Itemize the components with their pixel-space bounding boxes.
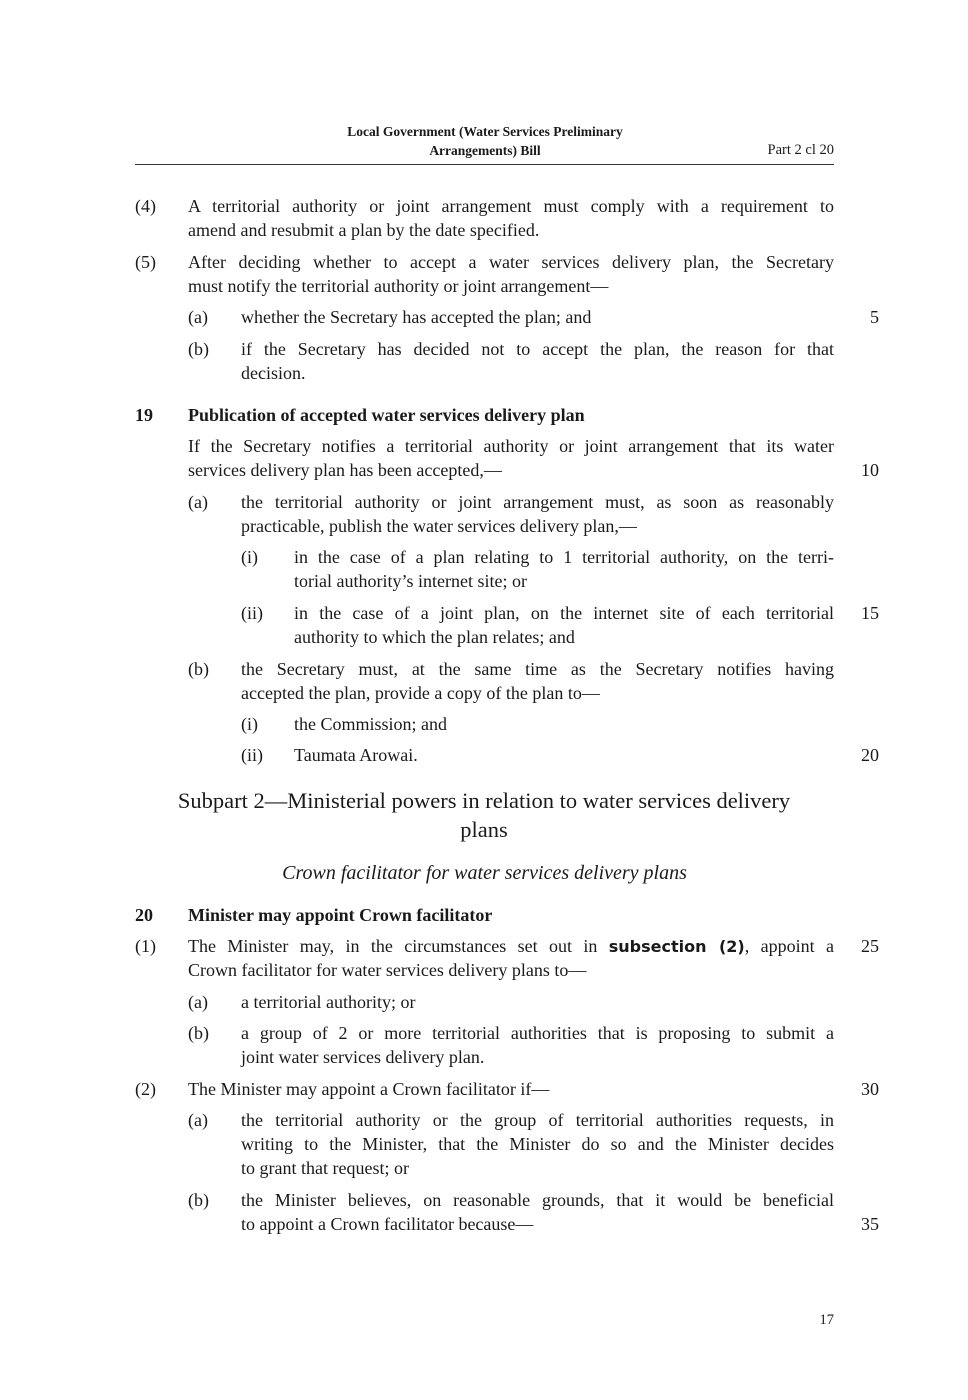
subsection-5-line-2: must notify the territorial authority or joint arrangement—: [188, 276, 609, 296]
s20-subsection-1-pre: The Minister may, in the circumstances set out in: [188, 936, 609, 956]
s20-subsection-1-line-2: Crown facilitator for water services delivery plans to—: [188, 960, 587, 980]
s19-subparagraph-b-ii-label: (ii): [241, 745, 263, 765]
s20-subsection-1-label: (1): [135, 936, 156, 956]
s20-2-paragraph-a-line-1: the territorial authority or the group of territorial authorities requests, in: [241, 1110, 834, 1130]
page-number: 17: [819, 1312, 834, 1328]
subpart-heading-line-1: Subpart 2—Ministerial powers in relation to water services delivery: [177, 788, 791, 813]
s19-subparagraph-a-i-label: (i): [241, 547, 258, 567]
subsection-5-label: (5): [135, 252, 156, 272]
header-rule: [135, 164, 834, 165]
section-19-intro-line-2: services delivery plan has been accepted,—: [188, 460, 502, 480]
section-20-heading: Minister may appoint Crown facilitator: [188, 905, 493, 925]
s19-subparagraph-b-i-label: (i): [241, 714, 258, 734]
s20-2-paragraph-a-label: (a): [188, 1110, 208, 1130]
subpart-heading: [140, 786, 828, 844]
line-number-10: 10: [861, 460, 879, 480]
s20-paragraph-b-line-2: joint water services delivery plan.: [241, 1047, 485, 1067]
subsection-4-line-1: A territorial authority or joint arrangement must comply with a requirement to: [188, 196, 834, 216]
s19-subparagraph-a-ii-line-2: authority to which the plan relates; and: [294, 627, 575, 647]
header-title-line-1: Local Government (Water Services Preliminary: [347, 124, 623, 139]
s20-subsection-2-text: The Minister may appoint a Crown facilitator if—: [188, 1079, 550, 1099]
cross-heading: Crown facilitator for water services delivery plans: [282, 862, 687, 884]
section-19-intro-line-1: If the Secretary notifies a territorial authority or joint arrangement that its water: [188, 436, 834, 456]
section-19-number: 19: [135, 405, 153, 425]
line-number-20: 20: [861, 745, 879, 765]
s20-subsection-1-line-1: [188, 934, 834, 959]
s19-paragraph-b-label: (b): [188, 659, 209, 679]
s19-paragraph-b-line-1: the Secretary must, at the same time as the Secretary notifies having: [241, 659, 834, 679]
s19-paragraph-b-line-2: accepted the plan, provide a copy of the plan to—: [241, 683, 600, 703]
s20-paragraph-b-label: (b): [188, 1023, 209, 1043]
s20-2-paragraph-b-label: (b): [188, 1190, 209, 1210]
s19-paragraph-a-line-2: practicable, publish the water services delivery plan,—: [241, 516, 637, 536]
s19-subparagraph-a-ii-label: (ii): [241, 603, 263, 623]
s20-2-paragraph-a-line-2: writing to the Minister, that the Minister do so and the Minister decides: [241, 1134, 834, 1154]
s20-2-paragraph-b-line-2: to appoint a Crown facilitator because—: [241, 1214, 534, 1234]
subsection-2-cross-reference: subsection (2): [608, 937, 745, 956]
s20-paragraph-a-label: (a): [188, 992, 208, 1012]
line-number-30: 30: [861, 1079, 879, 1099]
section-20-number: 20: [135, 905, 153, 925]
s20-subsection-1-post: , appoint a: [744, 936, 834, 956]
s20-2-paragraph-a-line-3: to grant that request; or: [241, 1158, 409, 1178]
s20-paragraph-b-line-1: a group of 2 or more territorial authorities that is proposing to submit a: [241, 1023, 834, 1043]
s19-subparagraph-b-i-text: the Commission; and: [294, 714, 447, 734]
subsection-5-line-1: After deciding whether to accept a water services delivery plan, the Secretary: [188, 252, 834, 272]
s19-subparagraph-a-i-line-1: in the case of a plan relating to 1 territorial authority, on the terri-: [294, 547, 834, 567]
subpart-heading-line-2: plans: [460, 817, 508, 842]
paragraph-b-line-2: decision.: [241, 363, 306, 383]
paragraph-b-line-1: if the Secretary has decided not to accept the plan, the reason for that: [241, 339, 834, 359]
s19-paragraph-a-label: (a): [188, 492, 208, 512]
paragraph-b-label: (b): [188, 339, 209, 359]
s19-subparagraph-b-ii-text: Taumata Arowai.: [294, 745, 418, 765]
line-number-15: 15: [861, 603, 879, 623]
s19-subparagraph-a-ii-line-1: in the case of a joint plan, on the internet site of each territorial: [294, 603, 834, 623]
subsection-4-line-2: amend and resubmit a plan by the date specified.: [188, 220, 540, 240]
paragraph-a-label: (a): [188, 307, 208, 327]
line-number-5: 5: [870, 307, 879, 327]
header-title-line-2: Arrangements) Bill: [429, 143, 541, 158]
s19-paragraph-a-line-1: the territorial authority or joint arrangement must, as soon as reasonably: [241, 492, 834, 512]
header-part-reference: Part 2 cl 20: [767, 142, 834, 158]
s19-subparagraph-a-i-line-2: torial authority’s internet site; or: [294, 571, 527, 591]
section-19-heading: Publication of accepted water services delivery plan: [188, 405, 585, 425]
s20-paragraph-a-text: a territorial authority; or: [241, 992, 416, 1012]
s20-subsection-2-label: (2): [135, 1079, 156, 1099]
running-header-title: [290, 122, 680, 160]
subsection-4-label: (4): [135, 196, 156, 216]
s20-2-paragraph-b-line-1: the Minister believes, on reasonable grounds, that it would be beneficial: [241, 1190, 834, 1210]
line-number-35: 35: [861, 1214, 879, 1234]
line-number-25: 25: [861, 936, 879, 956]
paragraph-a-text: whether the Secretary has accepted the plan; and: [241, 307, 592, 327]
